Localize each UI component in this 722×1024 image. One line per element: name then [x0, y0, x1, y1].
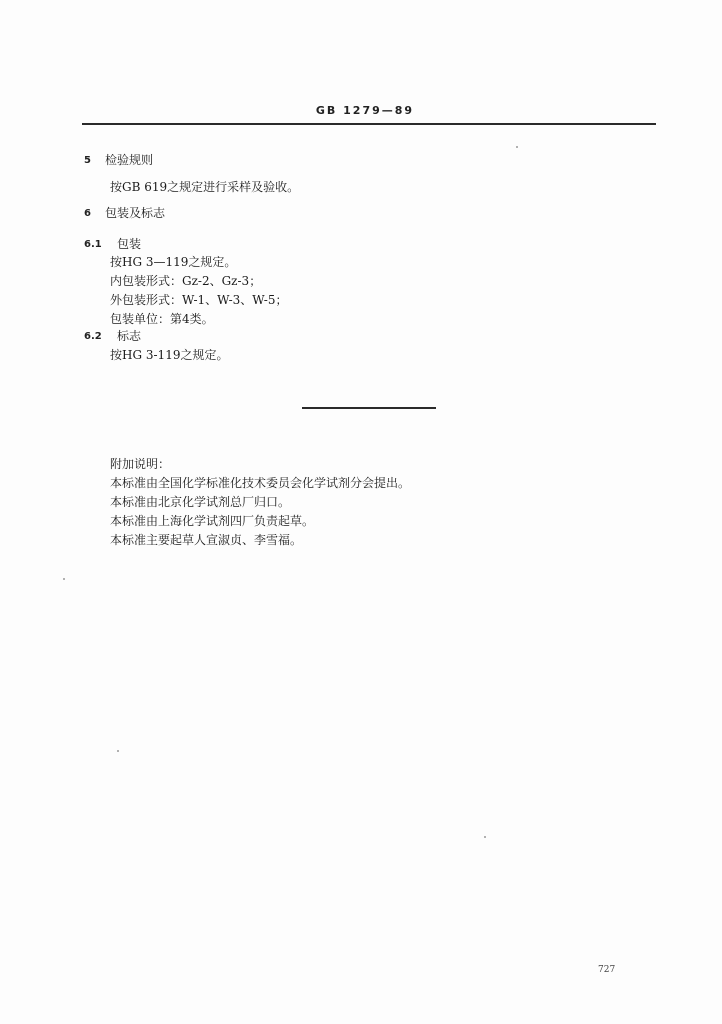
section-6-1-title: 包装 [117, 237, 142, 251]
section-6-1-line: 内包装形式：Gz-2、Gz-3； [110, 274, 262, 288]
scan-speck [516, 146, 518, 148]
page-number: 727 [598, 965, 616, 975]
section-6-1-line: 包装单位：第4类。 [110, 312, 214, 326]
section-5-body: 按GB 619之规定进行采样及验收。 [110, 180, 300, 194]
section-5-title: 检验规则 [105, 153, 154, 167]
appendix-line: 本标准由北京化学试剂总厂归口。 [110, 495, 291, 509]
section-divider [302, 407, 436, 409]
section-6-1-number: 6.1 [84, 239, 102, 250]
appendix-heading: 附加说明： [110, 457, 171, 471]
scan-speck [63, 578, 65, 580]
section-6-1-line: 按HG 3—119之规定。 [110, 255, 237, 269]
appendix-line: 本标准由全国化学标准化技术委员会化学试剂分会提出。 [110, 476, 411, 490]
section-6-2-body: 按HG 3-119之规定。 [110, 348, 229, 362]
appendix-line: 本标准由上海化学试剂四厂负责起草。 [110, 514, 315, 528]
section-6-1-line: 外包装形式：W-1、W-3、W-5； [110, 293, 288, 307]
appendix-line: 本标准主要起草人宣淑贞、李雪福。 [110, 533, 303, 547]
header-rule [82, 123, 656, 125]
section-6-2-title: 标志 [117, 329, 142, 343]
section-6-title: 包装及标志 [105, 206, 166, 220]
scan-speck [484, 836, 486, 838]
section-6-number: 6 [84, 208, 91, 219]
section-5-number: 5 [84, 155, 91, 166]
scan-speck [117, 750, 119, 752]
section-6-2-number: 6.2 [84, 331, 102, 342]
standard-code-header: GB 1279—89 [315, 104, 415, 117]
